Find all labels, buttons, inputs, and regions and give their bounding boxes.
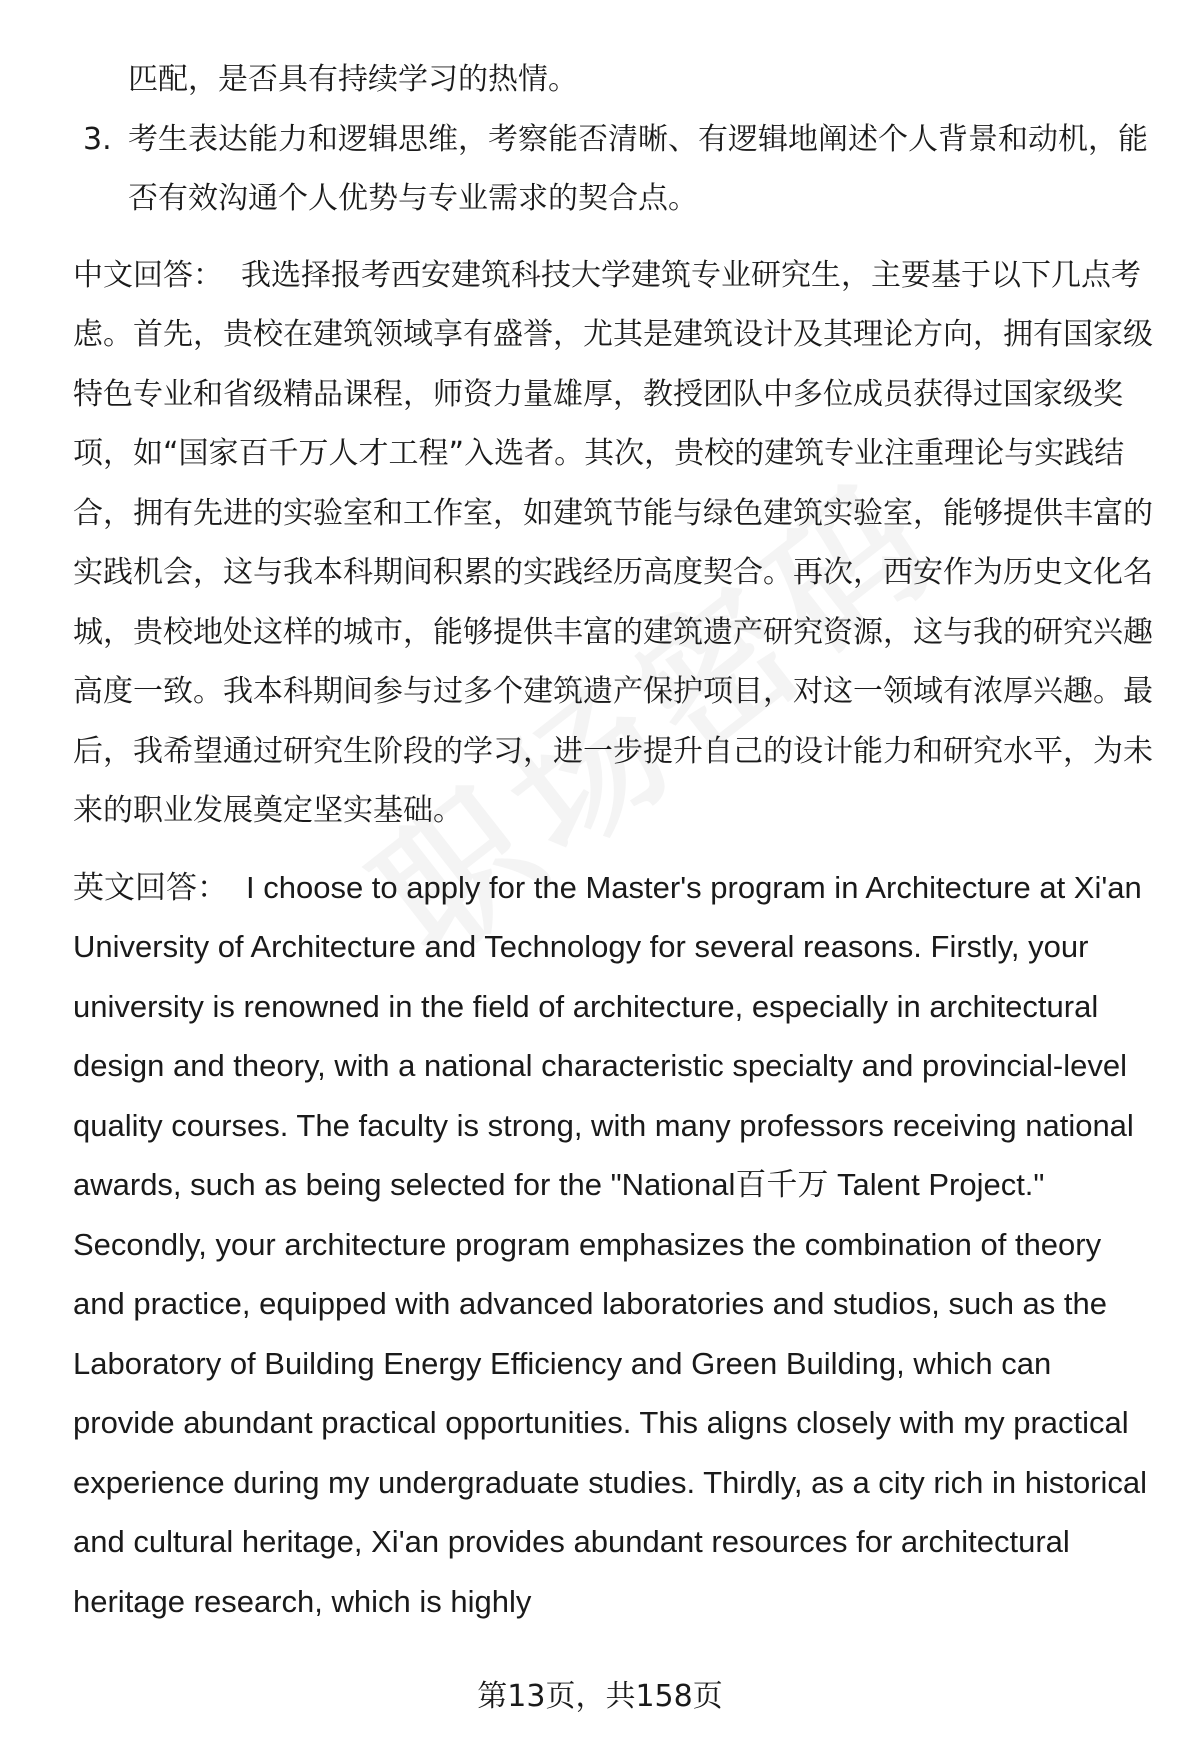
list-item-3 bbox=[73, 110, 1153, 229]
english-answer-text: I choose to apply for the Master's program in Architecture at Xi'an University of Architecture and Technology for several reasons. Firstly, your university is renowned in the field of architecture, especially in architectural design and theory, with a national characteristic specialty and provincial-level quality courses. The faculty is strong, with many professors receiving national awards, such as being selected for the "National百千万 Talent Project." Secondly, your architecture program emphasizes the combination of theory and practice, equipped with advanced laboratories and studios, such as the Laboratory of Building Energy Efficiency and Green Building, which can provide abundant practical opportunities. This aligns closely with my practical experience during my undergraduate studies. Thirdly, as a city rich in historical and cultural heritage, Xi'an provides abundant resources for architectural heritage research, which is highly bbox=[73, 869, 1148, 1619]
english-answer-label: 英文回答： bbox=[73, 869, 228, 905]
list-item-continuation: 匹配，是否具有持续学习的热情。 bbox=[128, 62, 578, 97]
list-item-number: 3. bbox=[83, 121, 112, 157]
chinese-answer-label: 中文回答： bbox=[73, 257, 223, 293]
chinese-answer-text: 我选择报考西安建筑科技大学建筑专业研究生，主要基于以下几点考虑。首先，贵校在建筑领域享有盛誉，尤其是建筑设计及其理论方向，拥有国家级特色专业和省级精品课程，师资力量雄厚，教授团队中多位成员获得过国家级奖项，如“国家百千万人才工程”入选者。其次，贵校的建筑专业注重理论与实践结合，拥有先进的实验室和工作室，如建筑节能与绿色建筑实验室，能够提供丰富的实践机会，这与我本科期间积累的实践经历高度契合。再次，西安作为历史文化名城，贵校地处这样的城市，能够提供丰富的建筑遗产研究资源，这与我的研究兴趣高度一致。我本科期间参与过多个建筑遗产保护项目，对这一领域有浓厚兴趣。最后，我希望通过研究生阶段的学习，进一步提升自己的设计能力和研究水平，为未来的职业发展奠定坚实基础。 bbox=[73, 257, 1153, 828]
list-item-text: 考生表达能力和逻辑思维，考察能否清晰、有逻辑地阐述个人背景和动机，能否有效沟通个人优势与专业需求的契合点。 bbox=[128, 121, 1148, 216]
english-answer-paragraph bbox=[73, 858, 1153, 1632]
chinese-answer-paragraph bbox=[73, 246, 1153, 841]
page-number-footer: 第13页，共158页 bbox=[477, 1679, 723, 1714]
document-content bbox=[73, 50, 1153, 1631]
